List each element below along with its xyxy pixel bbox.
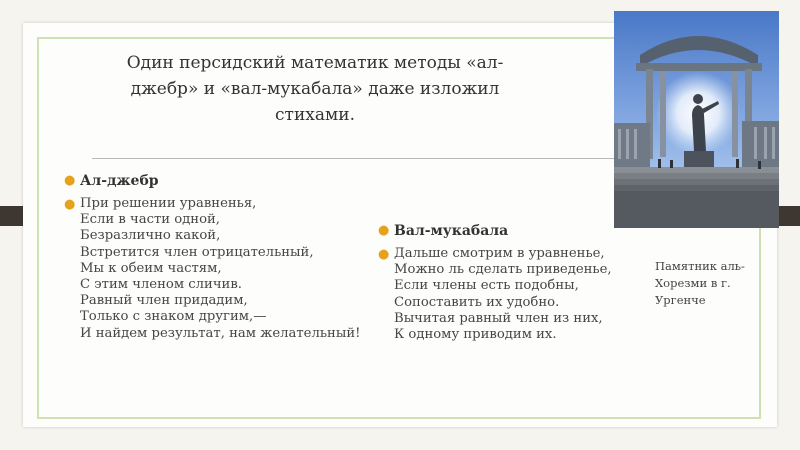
bullet-al-jabr-poem — [64, 196, 364, 342]
photo-caption: Памятник аль-Хорезми в г. Ургенче — [655, 259, 745, 307]
bullet-dot-icon: ● — [378, 247, 390, 262]
title-divider — [92, 158, 622, 159]
bullet-dot-icon: ● — [64, 197, 76, 212]
bullet-dot-icon: ● — [378, 223, 390, 238]
right-column — [378, 222, 658, 349]
bullet-al-jabr — [64, 172, 364, 190]
al-jabr-heading: Ал-джебр — [80, 173, 159, 189]
al-jabr-poem: При решении уравненья, Если в части одной, Безразлично какой, Встретится член отрицательный, Мы к обеим частям, С этим членом сличив. Равный член придадим, Только с знаком другим,— И найдем результат, нам желательный! — [80, 196, 361, 341]
monument-photo — [614, 11, 779, 228]
val-mukabala-poem: Дальше смотрим в уравненье, Можно ль сделать приведенье, Если члены есть подобны, Сопоставить их удобно. Вычитая равный член из них, К одному приводим их. — [394, 246, 612, 343]
bullet-dot-icon: ● — [64, 173, 76, 188]
left-column — [64, 172, 364, 348]
bullet-val-mukabala-poem — [378, 246, 658, 343]
val-mukabala-heading: Вал-мукабала — [394, 223, 509, 239]
slide-title: Один персидский математик методы «ал-джебр» и «вал-мукабала» даже изложил стихами. — [126, 53, 504, 125]
monument-illustration — [614, 11, 779, 228]
